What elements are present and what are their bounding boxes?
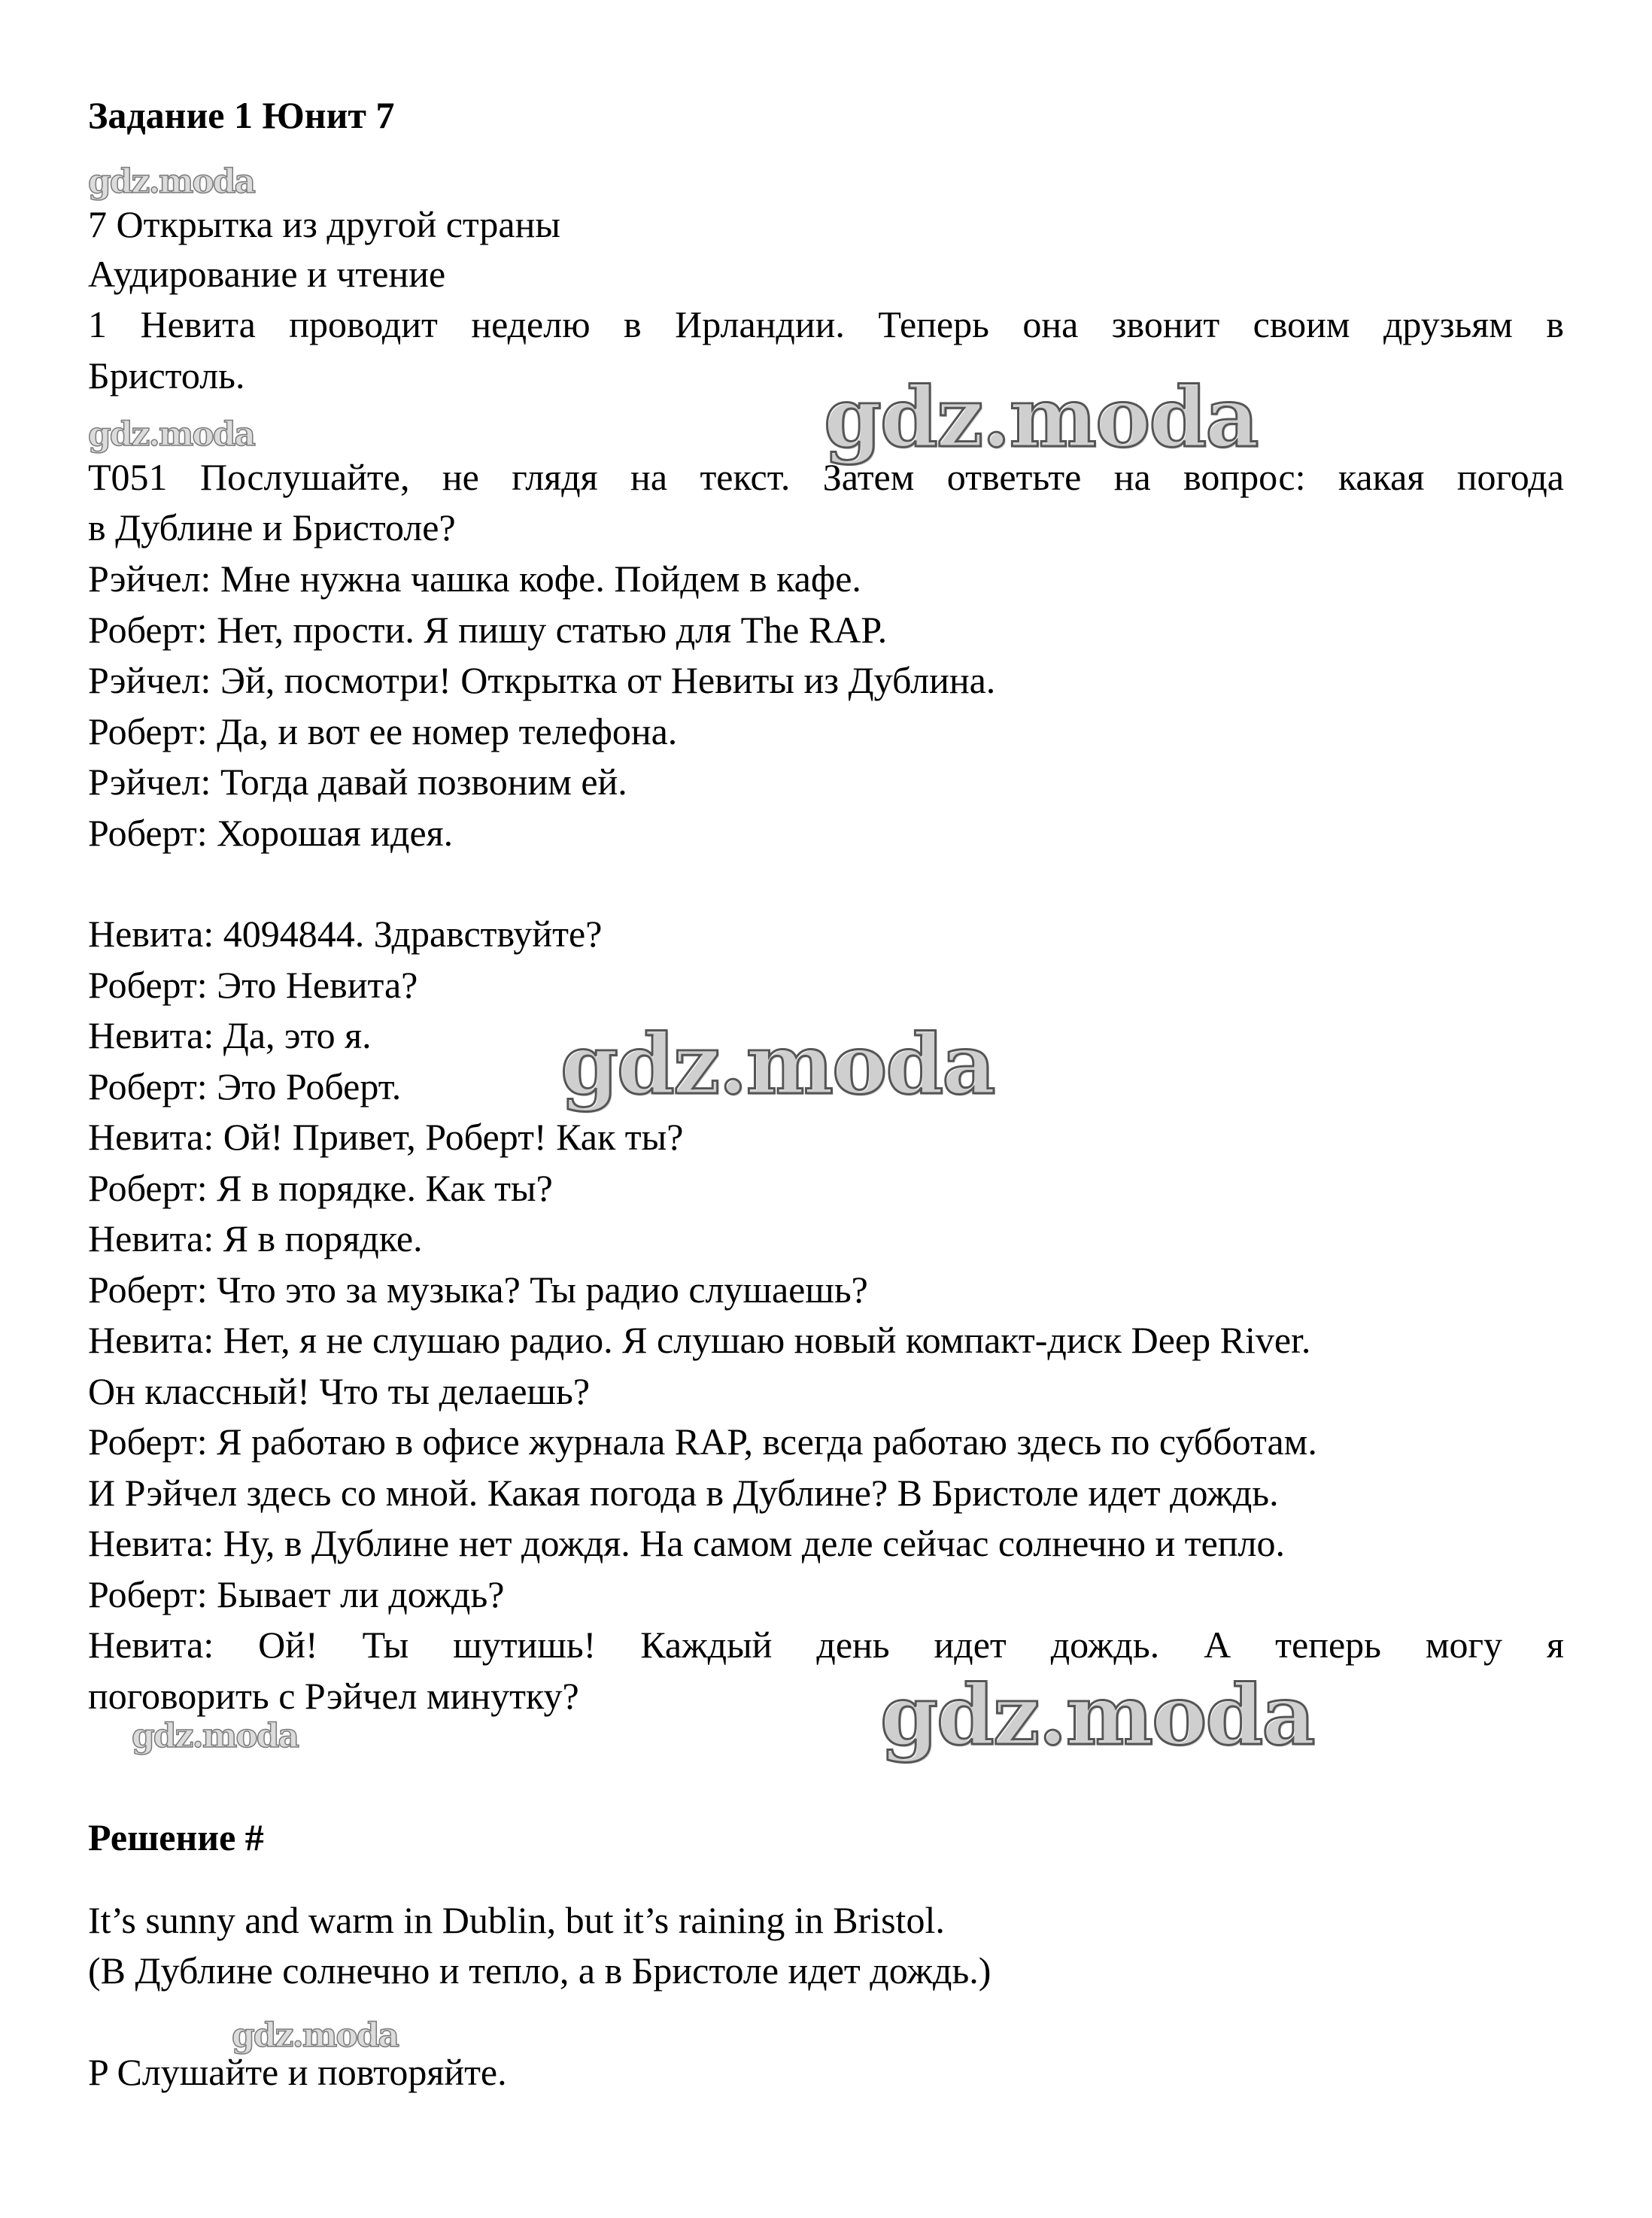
dialogue-line: Роберт: Что это за музыка? Ты радио слушаешь? <box>88 1269 868 1311</box>
watermark-small: gdz.moda <box>232 2016 399 2055</box>
dialogue-line: Невита: Ой! Привет, Роберт! Как ты? <box>88 1116 684 1158</box>
dialogue-line: Роберт: Да, и вот ее номер телефона. <box>88 710 678 752</box>
dialogue-line: Невита: Да, это я. <box>88 1014 372 1056</box>
dialogue-line: поговорить с Рэйчел минутку? <box>88 1675 579 1717</box>
dialogue-line: Роберт: Я в порядке. Как ты? <box>88 1167 553 1209</box>
dialogue-line: Роберт: Это Невита? <box>88 964 418 1006</box>
page-title: Задание 1 Юнит 7 <box>88 94 395 136</box>
watermark-small: gdz.moda <box>88 415 255 454</box>
instruction-line-1: T051 Послушайте, не глядя на текст. Затем ответьте на вопрос: какая погода <box>88 456 1564 498</box>
dialogue-line: Роберт: Нет, прости. Я пишу статью для The RAP. <box>88 609 888 651</box>
dialogue-line: Невита: Ну, в Дублине нет дождя. На самом деле сейчас солнечно и тепло. <box>88 1522 1285 1564</box>
next-task-text: P Слушайте и повторяйте. <box>88 2051 507 2093</box>
dialogue-line: Рэйчел: Эй, посмотри! Открытка от Невиты из Дублина. <box>88 659 996 701</box>
watermark-small: gdz.moda <box>132 1717 299 1755</box>
dialogue-line: Невита: Я в порядке. <box>88 1217 423 1259</box>
watermark-large: gdz.moda <box>824 369 1258 466</box>
answer-english: It’s sunny and warm in Dublin, but it’s raining in Bristol. <box>88 1899 945 1941</box>
dialogue-line: И Рэйчел здесь со мной. Какая погода в Дублине? В Бристоле идет дождь. <box>88 1472 1279 1514</box>
watermark-large: gdz.moda <box>880 1667 1314 1764</box>
dialogue-line: Рэйчел: Мне нужна чашка кофе. Пойдем в кафе. <box>88 558 861 600</box>
dialogue-line: Рэйчел: Тогда давай позвоним ей. <box>88 761 627 803</box>
answer-russian: (В Дублине солнечно и тепло, а в Бристоле идет дождь.) <box>88 1949 992 1992</box>
dialogue-line: Роберт: Бывает ли дождь? <box>88 1573 505 1615</box>
dialogue-line: Роберт: Это Роберт. <box>88 1065 402 1107</box>
watermark-large: gdz.moda <box>560 1016 995 1113</box>
solution-heading: Решение # <box>88 1816 264 1858</box>
dialogue-line: Роберт: Я работаю в офисе журнала RAP, всегда работаю здесь по субботам. <box>88 1420 1317 1463</box>
section-label: Аудирование и чтение <box>88 253 446 295</box>
instruction-line-2: в Дублине и Бристоле? <box>88 506 456 548</box>
dialogue-line: Роберт: Хорошая идея. <box>88 812 454 854</box>
watermark-small: gdz.moda <box>88 163 255 201</box>
task-text-line-1: 1 Невита проводит неделю в Ирландии. Теперь она звонит своим друзьям в <box>88 303 1564 345</box>
dialogue-line: Невита: Нет, я не слушаю радио. Я слушаю новый компакт-диск Deep River. <box>88 1319 1311 1361</box>
dialogue-line: Невита: Ой! Ты шутишь! Каждый день идет дождь. А теперь могу я <box>88 1624 1564 1666</box>
dialogue-line: Невита: 4094844. Здравствуйте? <box>88 913 603 955</box>
unit-title: 7 Открытка из другой страны <box>88 203 560 245</box>
dialogue-line: Он классный! Что ты делаешь? <box>88 1370 591 1412</box>
task-text-line-2: Бристоль. <box>88 354 245 397</box>
